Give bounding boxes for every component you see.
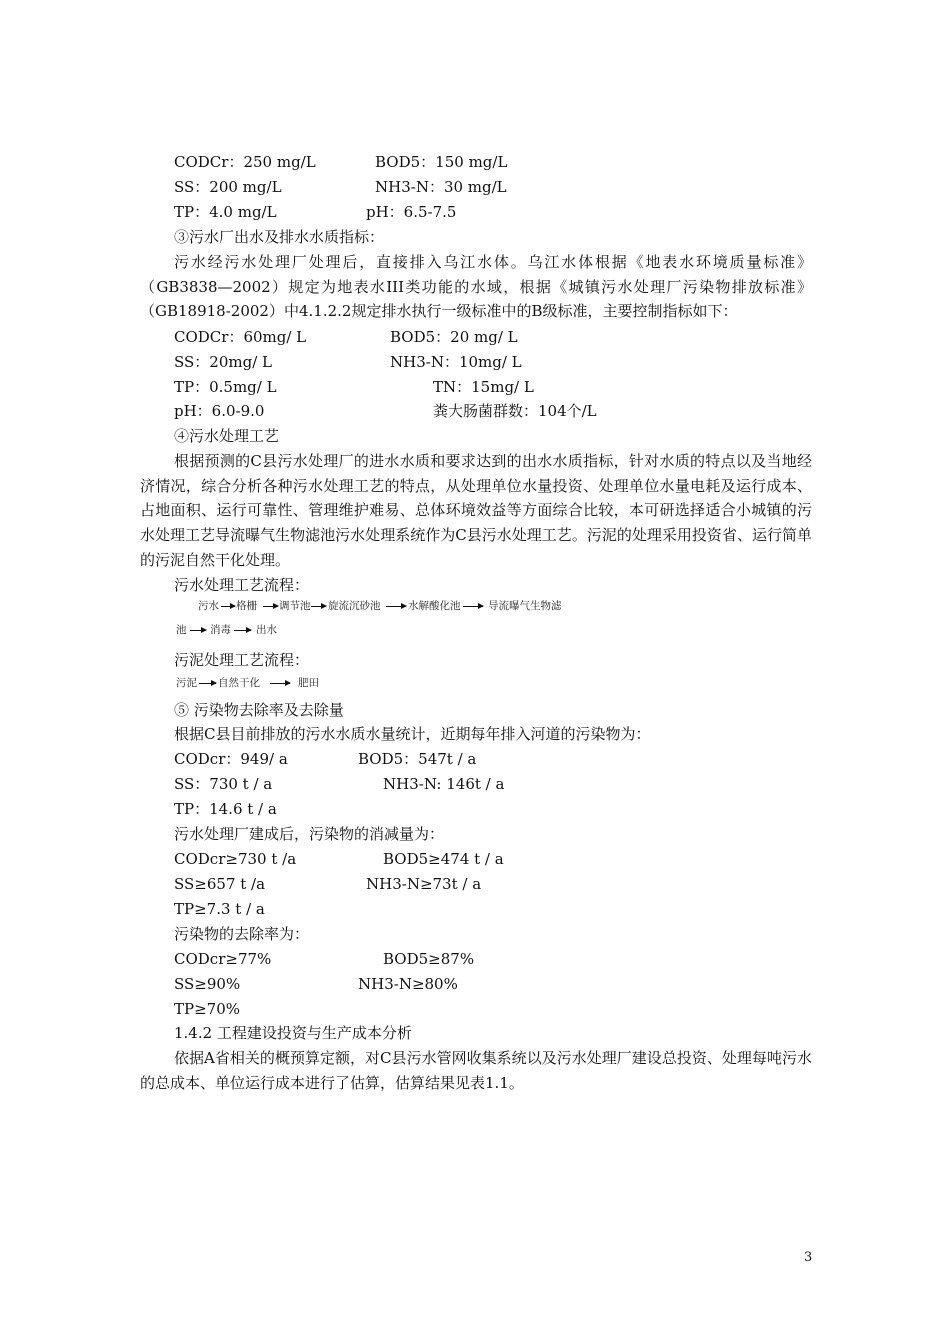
flow-step-hydrolysis: 水解酸化池 [408,600,461,612]
flow-arrow [190,630,206,631]
influent-ss: SS：200 mg/L [174,178,282,196]
rate-tp: TP≥70% [174,1000,241,1018]
section-heading: 1.4.2 工程建设投资与生产成本分析 [174,1024,412,1042]
sludge-step-sludge: 污泥 [176,677,197,689]
annual-tp: TP：14.6 t / a [174,800,277,818]
effluent-coliform: 粪大肠菌群数：104个/L [433,402,597,420]
sludge-flow-label: 污泥处理工艺流程： [174,651,310,669]
flow-arrow [263,606,278,607]
reduction-codcr: CODcr≥730 t /a [174,850,297,868]
effluent-heading: ③污水厂出水及排水水质指标： [174,228,385,246]
section-text: 依据A省相关的概预算定额，对C县污水管网收集系统以及污水处理厂建设总投资、处理每吨污水的总成本、单位运行成本进行了估算，估算结果见表1.1。 [140,1049,812,1092]
annual-codcr: CODcr：949/ a [174,750,288,768]
rate-codcr: CODcr≥77% [174,950,272,968]
effluent-tp: TP：0.5mg/ L [174,378,277,396]
flow-step-screen: 格栅 [236,600,257,612]
process-heading: ④污水处理工艺 [174,427,280,445]
flow-arrow [270,683,290,684]
sludge-step-drying: 自然干化 [218,677,260,689]
influent-bod5: BOD5：150 mg/L [375,153,508,171]
reduction-tp: TP≥7.3 t / a [174,900,265,918]
annual-nh3n: NH3-N: 146t / a [383,775,505,793]
annual-bod5: BOD5：547t / a [358,750,477,768]
effluent-ph: pH：6.0-9.0 [174,402,265,420]
flow-step-grit-chamber: 旋流沉砂池 [328,600,381,612]
rate-ss: SS≥90% [174,975,241,993]
flow-step-biofilter-cont: 池 [176,624,187,636]
flow-arrow [386,606,406,607]
effluent-nh3n: NH3-N：10mg/ L [390,353,522,371]
removal-heading: ⑤ 污染物去除率及去除量 [174,701,344,719]
reduction-bod5: BOD5≥474 t / a [383,850,504,868]
effluent-tn: TN：15mg/ L [433,378,534,396]
flow-step-equalization: 调节池 [279,600,311,612]
rate-nh3n: NH3-N≥80% [358,975,458,993]
reduction-intro: 污水处理厂建成后，污染物的消减量为： [174,825,445,843]
flow-arrow [199,683,216,684]
influent-codcr: CODCr：250 mg/L [174,153,316,171]
flow-step-outlet: 出水 [256,624,277,636]
flow-step-disinfection: 消毒 [210,624,231,636]
effluent-bod5: BOD5：20 mg/ L [390,328,518,346]
rate-intro: 污染物的去除率为： [174,925,310,943]
process-text: 根据预测的C县污水处理厂的进水水质和要求达到的出水水质指标，针对水质的特点以及当地经济情况，综合分析各种污水处理工艺的特点，从处理单位水量投资、处理单位水量电耗及运行成本、占地面积、运行可靠性、管理维护难易、总体环境效益等方面综合比较，本可研选择适合小城镇的污水处理工艺导流曝气生物滤池污水处理系统作为C县污水处理工艺。污泥的处理采用投资省、运行简单的污泥自然干化处理。 [140,452,812,569]
annual-ss: SS：730 t / a [174,775,273,793]
removal-intro: 根据C县目前排放的污水水质水量统计，近期每年排入河道的污染物为： [174,725,651,743]
reduction-ss: SS≥657 t /a [174,875,266,893]
influent-ph: pH：6.5-7.5 [366,203,457,221]
sludge-step-fertilizer: 肥田 [298,677,319,689]
effluent-ss: SS：20mg/ L [174,353,272,371]
flow-arrow [221,606,235,607]
reduction-nh3n: NH3-N≥73t / a [366,875,482,893]
influent-tp: TP：4.0 mg/L [174,203,277,221]
flow-step-biofilter: 导流曝气生物滤 [488,600,562,612]
flow-step-sewage: 污水 [198,600,219,612]
rate-bod5: BOD5≥87% [383,950,475,968]
page-number: 3 [804,1250,813,1265]
flow-arrow [234,630,251,631]
effluent-codcr: CODCr：60mg/ L [174,328,307,346]
flow-arrow [463,606,483,607]
flow-arrow [311,606,326,607]
influent-nh3n: NH3-N：30 mg/L [375,178,507,196]
effluent-intro: 污水经污水处理厂处理后，直接排入乌江水体。乌江水体根据《地表水环境质量标准》（GB3838—2002）规定为地表水III类功能的水域，根据《城镇污水处理厂污染物排放标准》（GB18918-2002）中4.1.2.2规定排水执行一级标准中的B级标准，主要控制指标如下： [140,253,812,321]
sewage-flow-label: 污水处理工艺流程： [174,576,310,594]
